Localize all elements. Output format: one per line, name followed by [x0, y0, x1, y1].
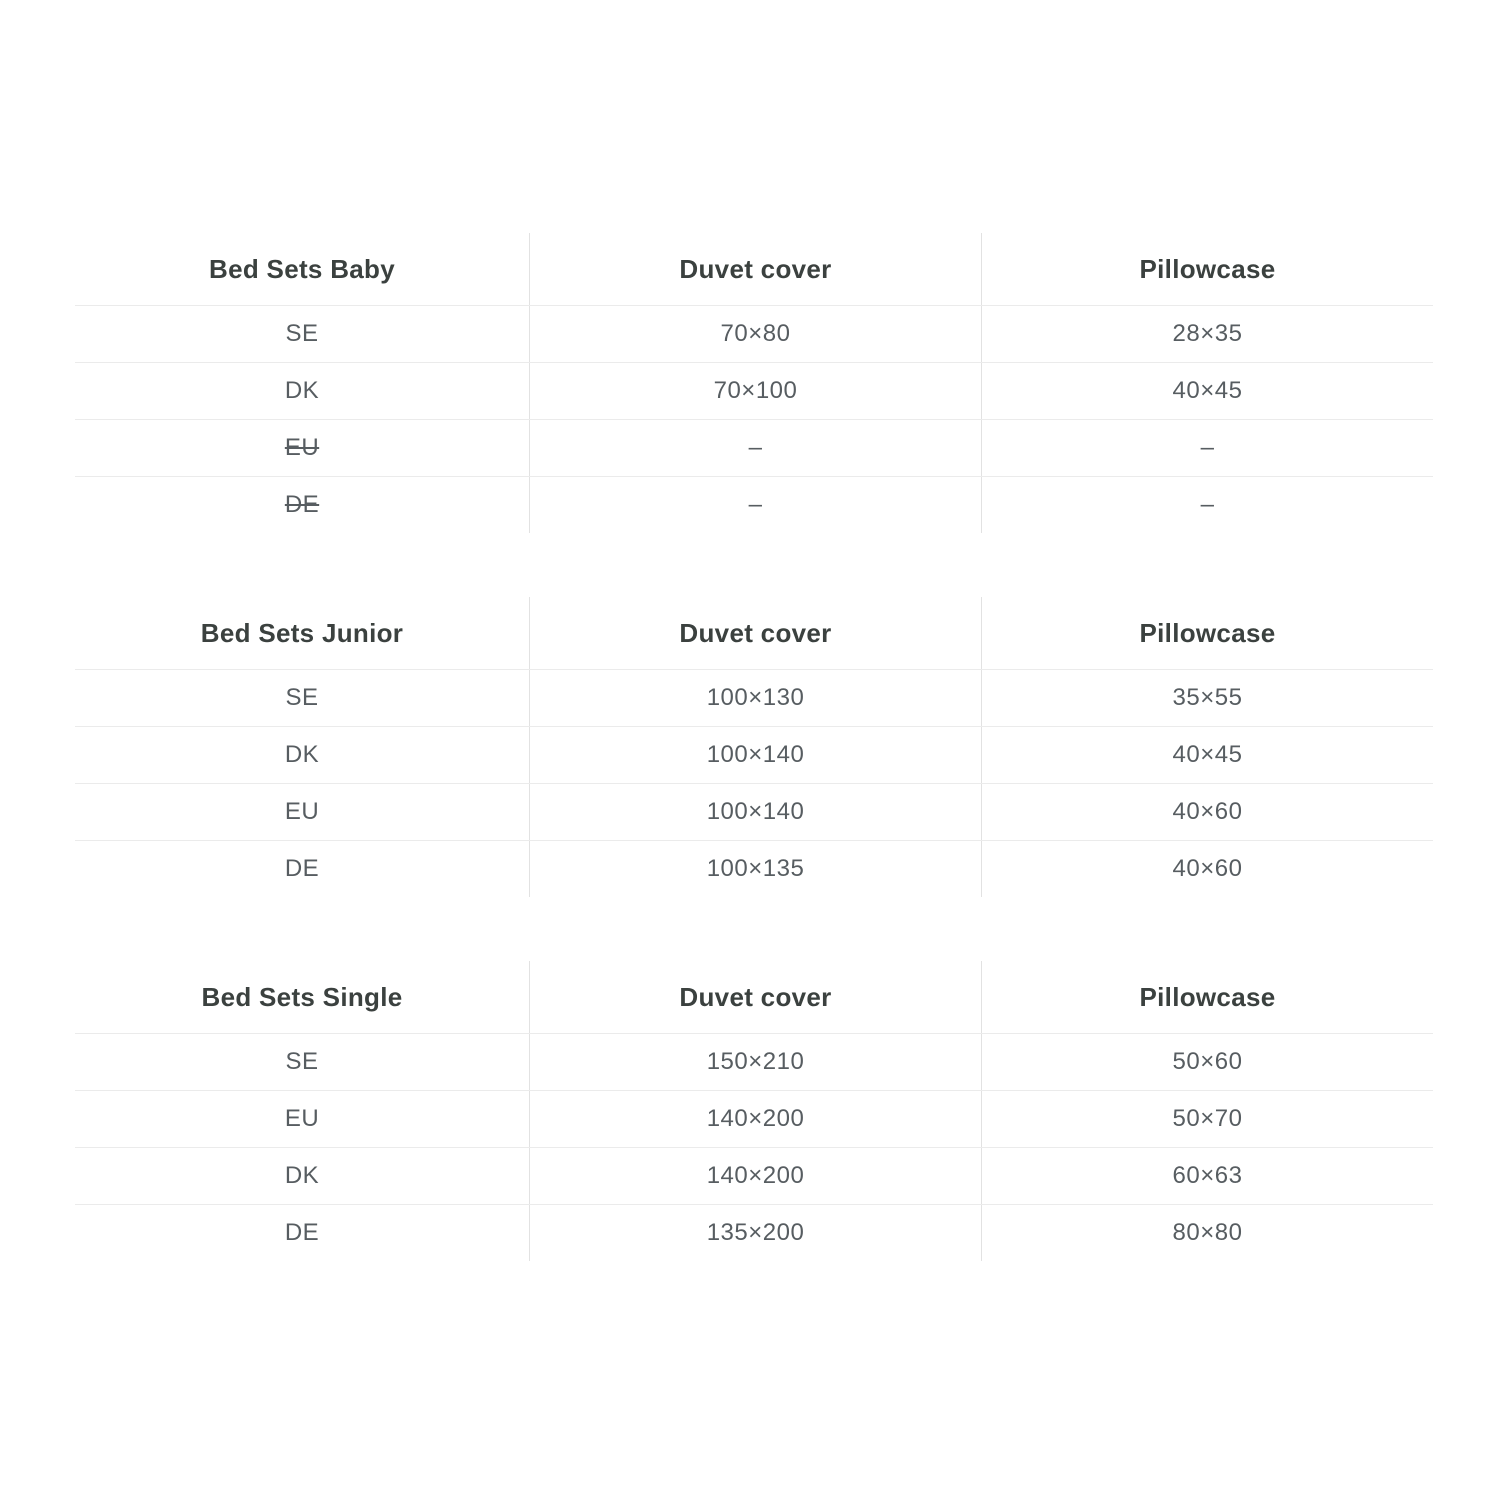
pillowcase-size: 60×63: [981, 1148, 1433, 1204]
region-label: DK: [284, 1162, 320, 1189]
duvet-cover-size: 70×100: [529, 363, 981, 419]
table-row: [75, 419, 1433, 476]
table-title: Bed Sets Single: [201, 981, 403, 1012]
pillowcase-size: 50×60: [981, 1034, 1433, 1090]
size-table-single: [75, 961, 1433, 1261]
size-table-baby: [75, 233, 1433, 533]
table-row: [75, 476, 1433, 533]
duvet-cover-size: 100×140: [529, 784, 981, 840]
table-row: [75, 726, 1433, 783]
table-row: [75, 840, 1433, 897]
region-label: SE: [285, 320, 319, 347]
column-header-duvet-cover: Duvet cover: [529, 233, 981, 305]
table-row: [75, 362, 1433, 419]
pillowcase-size: 80×80: [981, 1205, 1433, 1261]
duvet-cover-size: 140×200: [529, 1091, 981, 1147]
pillowcase-size: 40×60: [981, 841, 1433, 897]
table-header-row: [75, 961, 1433, 1033]
table-row: [75, 1090, 1433, 1147]
pillowcase-size: 35×55: [981, 670, 1433, 726]
region-label: SE: [285, 684, 319, 711]
duvet-cover-size: 100×130: [529, 670, 981, 726]
column-header-duvet-cover: Duvet cover: [529, 961, 981, 1033]
column-header-duvet-cover: Duvet cover: [529, 597, 981, 669]
duvet-cover-size: –: [529, 477, 981, 533]
table-row: [75, 783, 1433, 840]
table-row: [75, 1204, 1433, 1261]
region-label: DE: [284, 855, 320, 882]
region-label-struck: EU: [284, 434, 320, 461]
table-row: [75, 1033, 1433, 1090]
table-row: [75, 1147, 1433, 1204]
region-label: DE: [284, 1219, 320, 1246]
table-title: Bed Sets Junior: [200, 617, 404, 648]
duvet-cover-size: –: [529, 420, 981, 476]
column-header-pillowcase: Pillowcase: [981, 961, 1433, 1033]
column-header-pillowcase: Pillowcase: [981, 597, 1433, 669]
region-label: EU: [284, 1105, 320, 1132]
pillowcase-size: 28×35: [981, 306, 1433, 362]
table-row: [75, 669, 1433, 726]
duvet-cover-size: 100×135: [529, 841, 981, 897]
pillowcase-size: 50×70: [981, 1091, 1433, 1147]
pillowcase-size: 40×45: [981, 727, 1433, 783]
pillowcase-size: –: [981, 420, 1433, 476]
size-table-junior: [75, 597, 1433, 897]
region-label: SE: [285, 1048, 319, 1075]
region-label: EU: [284, 798, 320, 825]
duvet-cover-size: 70×80: [529, 306, 981, 362]
region-label-struck: DE: [284, 491, 320, 518]
table-header-row: [75, 597, 1433, 669]
pillowcase-size: –: [981, 477, 1433, 533]
table-row: [75, 305, 1433, 362]
table-header-row: [75, 233, 1433, 305]
column-header-pillowcase: Pillowcase: [981, 233, 1433, 305]
region-label: DK: [284, 741, 320, 768]
region-label: DK: [284, 377, 320, 404]
duvet-cover-size: 100×140: [529, 727, 981, 783]
duvet-cover-size: 150×210: [529, 1034, 981, 1090]
table-title: Bed Sets Baby: [209, 253, 395, 284]
duvet-cover-size: 135×200: [529, 1205, 981, 1261]
pillowcase-size: 40×60: [981, 784, 1433, 840]
pillowcase-size: 40×45: [981, 363, 1433, 419]
duvet-cover-size: 140×200: [529, 1148, 981, 1204]
